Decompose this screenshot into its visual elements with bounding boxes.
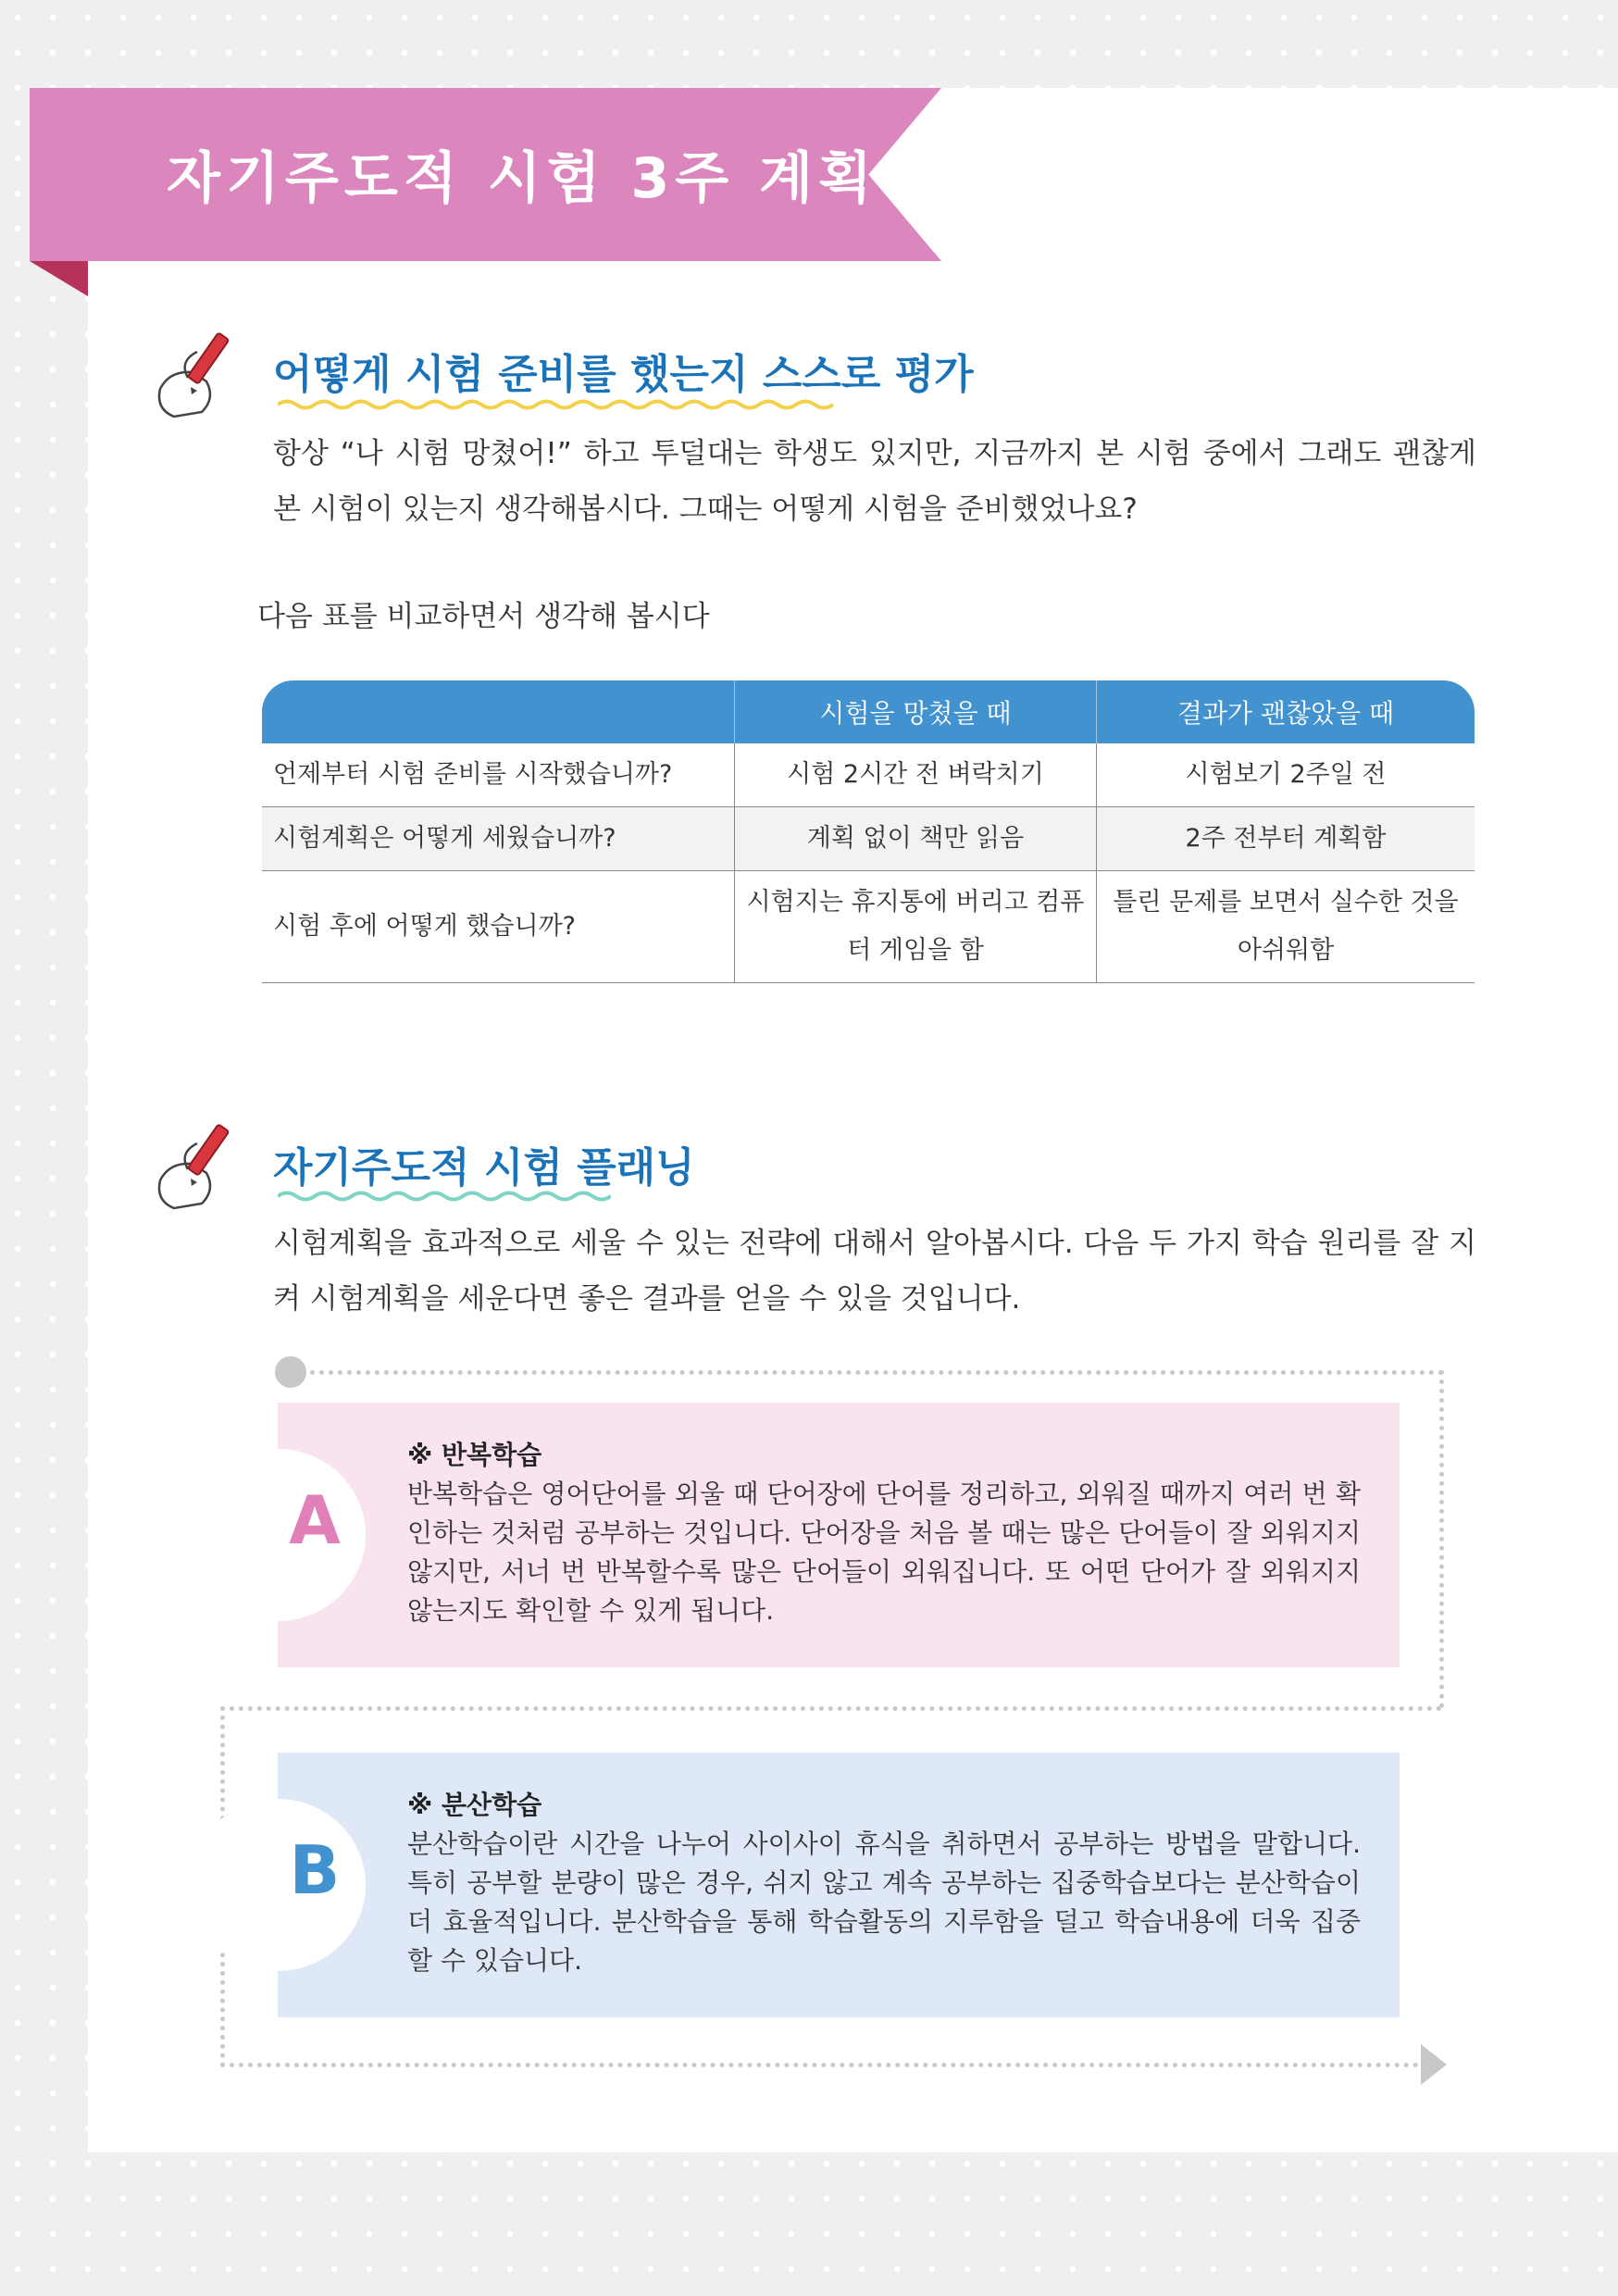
box-text: 반복학습은 영어단어를 외울 때 단어장에 단어를 정리하고, 외워질 때까지 여러 번 확인하는 것처럼 공부하는 것입니다. 단어장을 처음 볼 때는 많은 단어들이 잘 외워지지 않지만, 서너 번 반복할수록 많은 단어들이 외워집니다. 또 어떤 단어가 잘 외워지지 않는지도 확인할 수 있게 됩니다. [407, 1479, 1361, 1626]
dotted-line [310, 1370, 1444, 1375]
letter-a: A [289, 1481, 341, 1559]
box-repetition [278, 1403, 1400, 1667]
dotted-line [220, 1706, 1442, 1711]
table-intro: 다음 표를 비교하면서 생각해 봅시다 [257, 600, 710, 633]
section1-title: 어떻게 시험 준비를 했는지 스스로 평가 [273, 351, 974, 398]
table-header-bad: 시험을 망쳤을 때 [735, 680, 1097, 743]
box-heading: ※ 분산학습 [407, 1790, 542, 1820]
table-cell: 시험계획은 어떻게 세웠습니까? [262, 807, 735, 871]
dotted-line [220, 2063, 1419, 2067]
table-cell: 시험 후에 어떻게 했습니까? [262, 871, 735, 983]
page-title: 자기주도적 시험 3주 계획 [167, 146, 878, 211]
table-row [262, 743, 1475, 807]
dotted-line [1439, 1370, 1444, 1708]
section2-paragraph: 시험계획을 효과적으로 세울 수 있는 전략에 대해서 알아봅시다. 다음 두 가지 학습 원리를 잘 지켜 시험계획을 세운다면 좋은 결과를 얻을 수 있을 것입니다. [273, 1227, 1476, 1316]
table-cell: 시험보기 2주일 전 [1097, 743, 1475, 807]
path-start-dot [275, 1356, 306, 1388]
table-cell: 계획 없이 책만 읽음 [735, 807, 1097, 871]
table-cell: 시험지는 휴지통에 버리고 컴퓨터 게임을 함 [735, 871, 1097, 983]
table-cell: 언제부터 시험 준비를 시작했습니까? [262, 743, 735, 807]
table-header-good: 결과가 괜찮았을 때 [1097, 680, 1475, 743]
box-distributed [278, 1753, 1400, 2017]
table-cell: 시험 2시간 전 벼락치기 [735, 743, 1097, 807]
title-underline [278, 398, 842, 411]
comparison-table [262, 680, 1475, 983]
section1-paragraph: 항상 “나 시험 망쳤어!” 하고 투덜대는 학생도 있지만, 지금까지 본 시험 중에서 그래도 괜찮게 본 시험이 있는지 생각해봅시다. 그때는 어떻게 시험을 준비했었나요? [273, 437, 1476, 526]
table-cell: 틀린 문제를 보면서 실수한 것을 아쉬워함 [1097, 871, 1475, 983]
hand-pencil-icon [151, 324, 262, 426]
box-text: 분산학습이란 시간을 나누어 사이사이 휴식을 취하면서 공부하는 방법을 말합니다. 특히 공부할 분량이 많은 경우, 쉬지 않고 계속 공부하는 집중학습보다는 분산학습이 더 효율적입니다. 분산학습을 통해 학습활동의 지루함을 덜고 학습내용에 더욱 집중할 수 있습니다. [407, 1828, 1361, 1976]
banner-fold [30, 261, 88, 296]
box-heading: ※ 반복학습 [407, 1440, 542, 1470]
table-header-blank [262, 680, 735, 743]
path-end-arrow-icon [1421, 2044, 1447, 2085]
table-row [262, 871, 1475, 983]
hand-pencil-icon [151, 1116, 262, 1217]
table-row [262, 807, 1475, 871]
letter-b: B [289, 1831, 341, 1909]
title-underline [278, 1190, 611, 1203]
section2-title: 자기주도적 시험 플래닝 [273, 1144, 695, 1192]
table-cell: 2주 전부터 계획함 [1097, 807, 1475, 871]
